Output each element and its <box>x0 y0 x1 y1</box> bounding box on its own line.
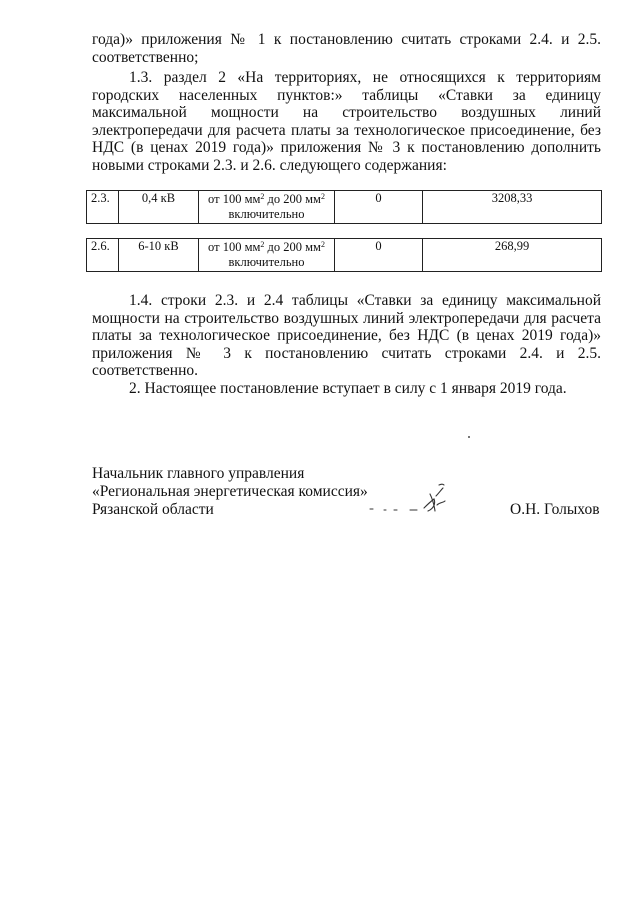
paragraph-1-3: 1.3. раздел 2 «На территориях, не относящихся к территориям городских населенных пунктов:» таблицы «Ставки за единицу максимальной мощности на строительство воздушных линий электропередачи для расчета платы за технологическое присоединение, без НДС (в ценах 2019 года)» приложения № 3 к постановлению дополнить новыми строками 2.3. и 2.6. следующего содержания: <box>92 69 601 174</box>
value-cell-2: 268,99 <box>423 239 602 272</box>
scan-speck <box>468 436 470 438</box>
paragraph-continuation: года)» приложения № 1 к постановлению считать строками 2.4. и 2.5. соответственно; <box>92 31 601 66</box>
paragraph-1-4: 1.4. строки 2.3. и 2.4 таблицы «Ставки за единицу максимальной мощности на строительство воздушных линий электропередачи для расчета платы за технологическое присоединение, без НДС (в ценах 2019 года)» приложения № 3 к постановлению считать строками 2.4. и 2.5. соответственно. <box>92 292 601 380</box>
signatory-line-3: Рязанской области <box>92 500 214 518</box>
paragraph-2: 2. Настоящее постановление вступает в силу с 1 января 2019 года. <box>129 380 567 397</box>
signatory-title <box>92 465 368 518</box>
row-number: 2.6. <box>87 239 119 272</box>
section-range-cell: от 100 $мм^2$ до 200 $мм^2$ включительно <box>199 239 335 272</box>
section-range-cell: от 100 $мм^2$ до 200 $мм^2$ включительно <box>199 191 335 224</box>
value-cell-1: 0 <box>335 191 423 224</box>
row-number: 2.3. <box>87 191 119 224</box>
value-cell-2: 3208,33 <box>423 191 602 224</box>
table-row <box>87 191 602 224</box>
table-row-2-3 <box>86 190 602 224</box>
signatory-line-2: «Региональная энергетическая комиссия» <box>92 482 368 500</box>
voltage-cell: 0,4 кВ <box>119 191 199 224</box>
value-cell-1: 0 <box>335 239 423 272</box>
table-row-2-6 <box>86 238 602 272</box>
voltage-cell: 6-10 кВ <box>119 239 199 272</box>
signatory-name: О.Н. Голыхов <box>510 501 600 518</box>
handwritten-signature <box>340 480 460 520</box>
table-row <box>87 239 602 272</box>
signatory-line-1: Начальник главного управления <box>92 465 305 482</box>
